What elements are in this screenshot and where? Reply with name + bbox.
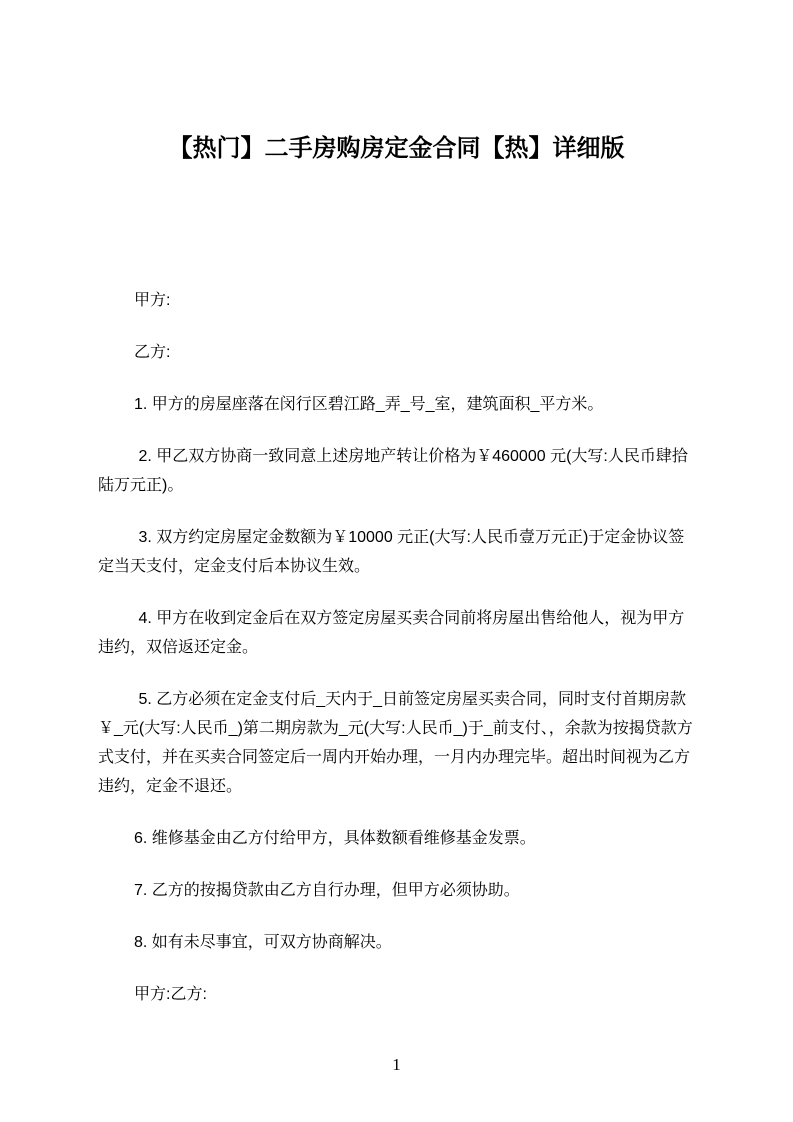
clause-4-seller-breach: 4. 甲方在收到定金后在双方签定房屋买卖合同前将房屋出售给他人，视为甲方违约，双倍返还定金。 (98, 610, 685, 656)
party-b-label: 乙方: (134, 344, 171, 361)
clause-6-maintenance-fund: 6. 维修基金由乙方付给甲方，具体数额看维修基金发票。 (134, 830, 536, 847)
clause-2-transfer-price: 2. 甲乙双方协商一致同意上述房地产转让价格为￥460000 元(大写:人民币肆拾陆万元正)。 (98, 448, 688, 494)
document-content (98, 0, 695, 1032)
party-a-label: 甲方: (134, 292, 171, 309)
signature-line: 甲方:乙方: (134, 986, 207, 1003)
page-number: 1 (392, 1055, 401, 1074)
clause-7-mortgage-loan: 7. 乙方的按揭贷款由乙方自行办理，但甲方必须协助。 (134, 882, 520, 899)
clause-8-unresolved-matters: 8. 如有未尽事宜，可双方协商解决。 (134, 934, 392, 951)
clause-3-deposit-amount: 3. 双方约定房屋定金数额为￥10000 元正(大写:人民币壹万元正)于定金协议签定当天支付，定金支付后本协议生效。 (98, 529, 685, 575)
clause-5-payment-schedule: 5. 乙方必须在定金支付后_天内于_日前签定房屋买卖合同，同时支付首期房款￥_元(大写:人民币_)第二期房款为_元(大写:人民币_)于_前支付、，余款为按揭贷款方式支付，并在买卖合同签定后一周内开始办理，一月内办理完毕。超出时间视为乙方违约，定金不退还。 (98, 691, 693, 795)
clause-1-house-location: 1. 甲方的房屋座落在闵行区碧江路_弄_号_室，建筑面积_平方米。 (134, 396, 604, 413)
document-title: 【热门】二手房购房定金合同【热】详细版 (168, 135, 625, 162)
